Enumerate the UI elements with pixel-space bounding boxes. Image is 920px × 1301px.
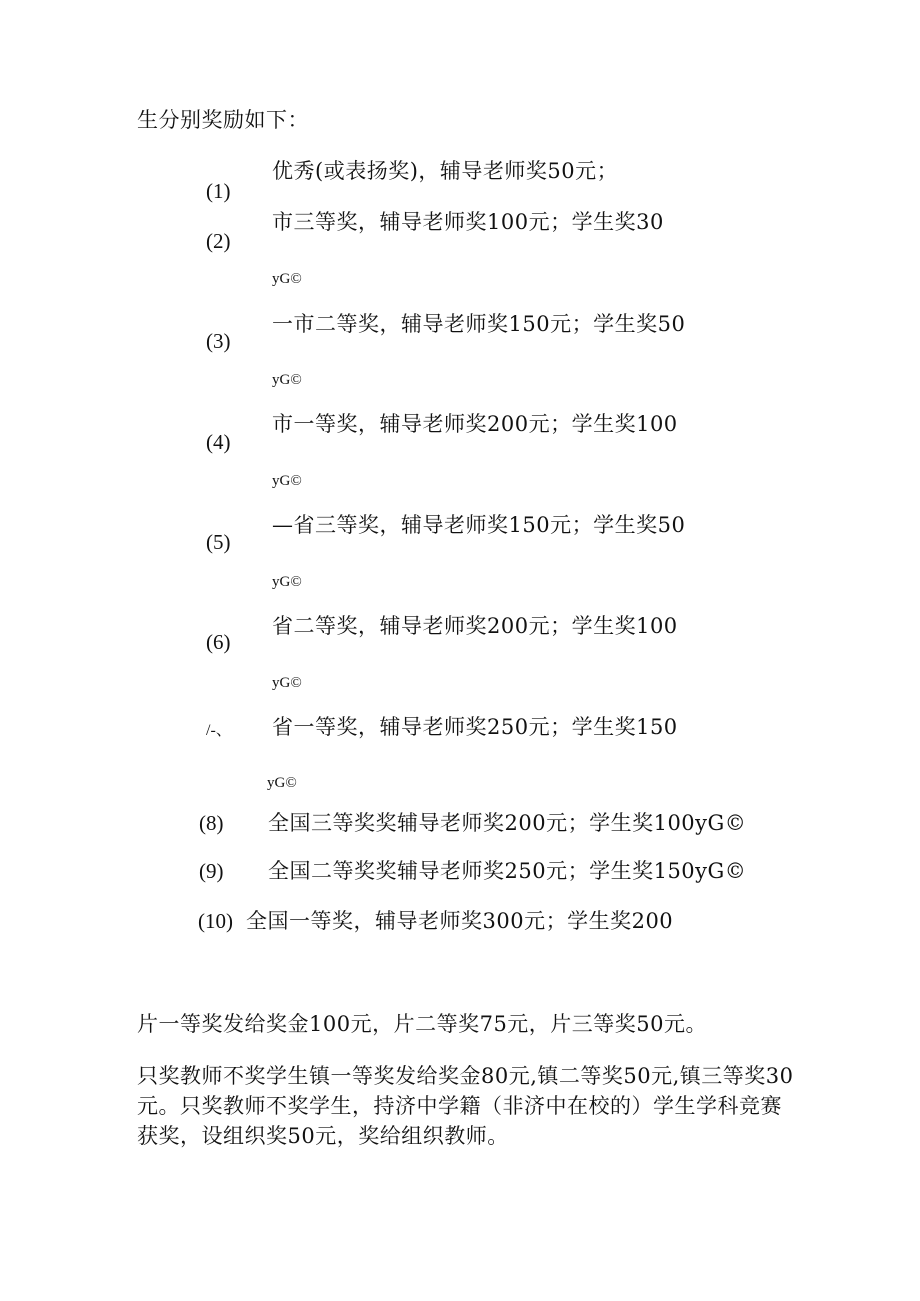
item-text: 全国一等奖，辅导老师奖300元；学生奖200: [246, 909, 674, 933]
item-number: (6): [206, 630, 231, 654]
item-unit: yG©: [272, 372, 302, 388]
paragraph-area-prizes: 片一等奖发给奖金100元，片二等奖75元，片三等奖50元。: [137, 1012, 708, 1036]
item-number: (10): [198, 909, 233, 933]
item-number: (4): [206, 430, 231, 454]
item-text: 省二等奖，辅导老师奖200元；学生奖100: [272, 614, 678, 638]
item-text: 全国二等奖奖辅导老师奖250元；学生奖150yG©: [268, 859, 747, 883]
item-unit: yG©: [272, 574, 302, 590]
item-number: (8): [199, 811, 224, 835]
item-text: 市一等奖，辅导老师奖200元；学生奖100: [272, 412, 678, 436]
item-number: (3): [206, 329, 231, 353]
item-number: (1): [206, 179, 231, 203]
item-text: 全国三等奖奖辅导老师奖200元；学生奖100yG©: [268, 811, 747, 835]
item-text: 省一等奖，辅导老师奖250元；学生奖150: [272, 715, 678, 739]
item-number: (5): [206, 530, 231, 554]
item-text: —省三等奖，辅导老师奖150元；学生奖50: [272, 513, 686, 537]
item-unit: yG©: [267, 775, 297, 791]
item-unit: yG©: [272, 675, 302, 691]
item-text: 市三等奖，辅导老师奖100元；学生奖30: [272, 210, 664, 234]
item-unit: yG©: [272, 271, 302, 287]
intro-line: 生分别奖励如下：: [137, 108, 309, 132]
item-number: (2): [206, 229, 231, 253]
paragraph-town-prizes: 只奖教师不奖学生镇一等奖发给奖金80元,镇二等奖50元,镇三等奖30元。只奖教师不奖学生，持济中学籍（非济中在校的）学生学科竞赛获奖，设组织奖50元，奖给组织教师。: [137, 1064, 794, 1148]
item-text: 一市二等奖，辅导老师奖150元；学生奖50: [272, 312, 686, 336]
item-number: /-、: [206, 722, 232, 739]
item-unit: yG©: [272, 473, 302, 489]
item-number: (9): [199, 859, 224, 883]
item-text: 优秀(或表扬奖)，辅导老师奖50元；: [272, 159, 619, 183]
